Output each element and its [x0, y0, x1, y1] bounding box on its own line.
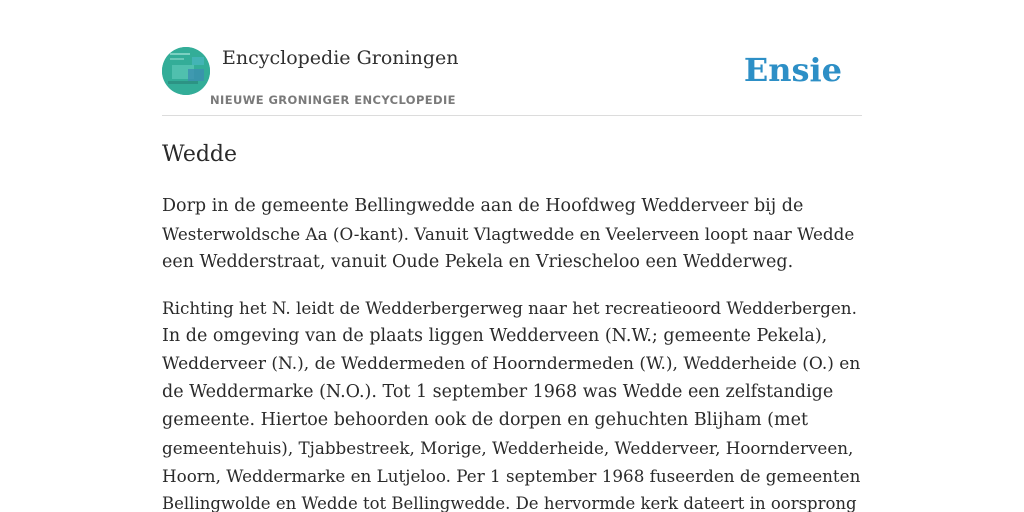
text-line: Westerwoldsche Aa (O-kant). Vanuit Vlagtwedde en Veelerveen loopt naar Wedde [162, 224, 855, 244]
text-line: gemeentehuis), Tjabbestreek, Morige, Wedderheide, Wedderveer, Hoornderveen, [162, 438, 854, 458]
text-line: de Weddermarke (N.O.). Tot 1 september 1968 was Wedde een zelfstandige [162, 382, 834, 402]
text-line: Richting het N. leidt de Wedderbergerweg naar het recreatieoord Wedderbergen. [162, 298, 857, 318]
text-line: Bellingwolde en Wedde tot Bellingwedde. De hervormde kerk dateert in oorsprong [162, 494, 857, 512]
text-line: Wedderveer (N.), de Weddermeden of Hoorndermeden (W.), Wedderheide (O.) en [162, 354, 861, 374]
text-line: Hoorn, Weddermarke en Lutjeloo. Per 1 september 1968 fuseerden de gemeenten [162, 466, 861, 486]
site-subtitle: NIEUWE GRONINGER ENCYCLOPEDIE [210, 93, 456, 107]
text-line: In de omgeving van de plaats liggen Wedderveen (N.W.; gemeente Pekela), [162, 326, 828, 346]
text-line: een Wedderstraat, vanuit Oude Pekela en Vriescheloo een Wedderweg. [162, 252, 794, 272]
text-line: Dorp in de gemeente Bellingwedde aan de Hoofdweg Wedderveer bij de [162, 196, 804, 216]
article-title: Wedde [162, 142, 238, 167]
article-body [162, 192, 862, 512]
site-title[interactable]: Encyclopedie Groningen [222, 47, 459, 69]
book-cover-icon [162, 47, 210, 95]
paragraph-2 [162, 294, 862, 512]
paragraph-1 [162, 192, 862, 276]
site-avatar[interactable] [162, 47, 210, 95]
text-line: gemeente. Hiertoe behoorden ook de dorpen en gehuchten Blijham (met [162, 410, 808, 430]
site-header [162, 46, 862, 116]
brand-logo-link[interactable]: Ensie [743, 51, 842, 89]
